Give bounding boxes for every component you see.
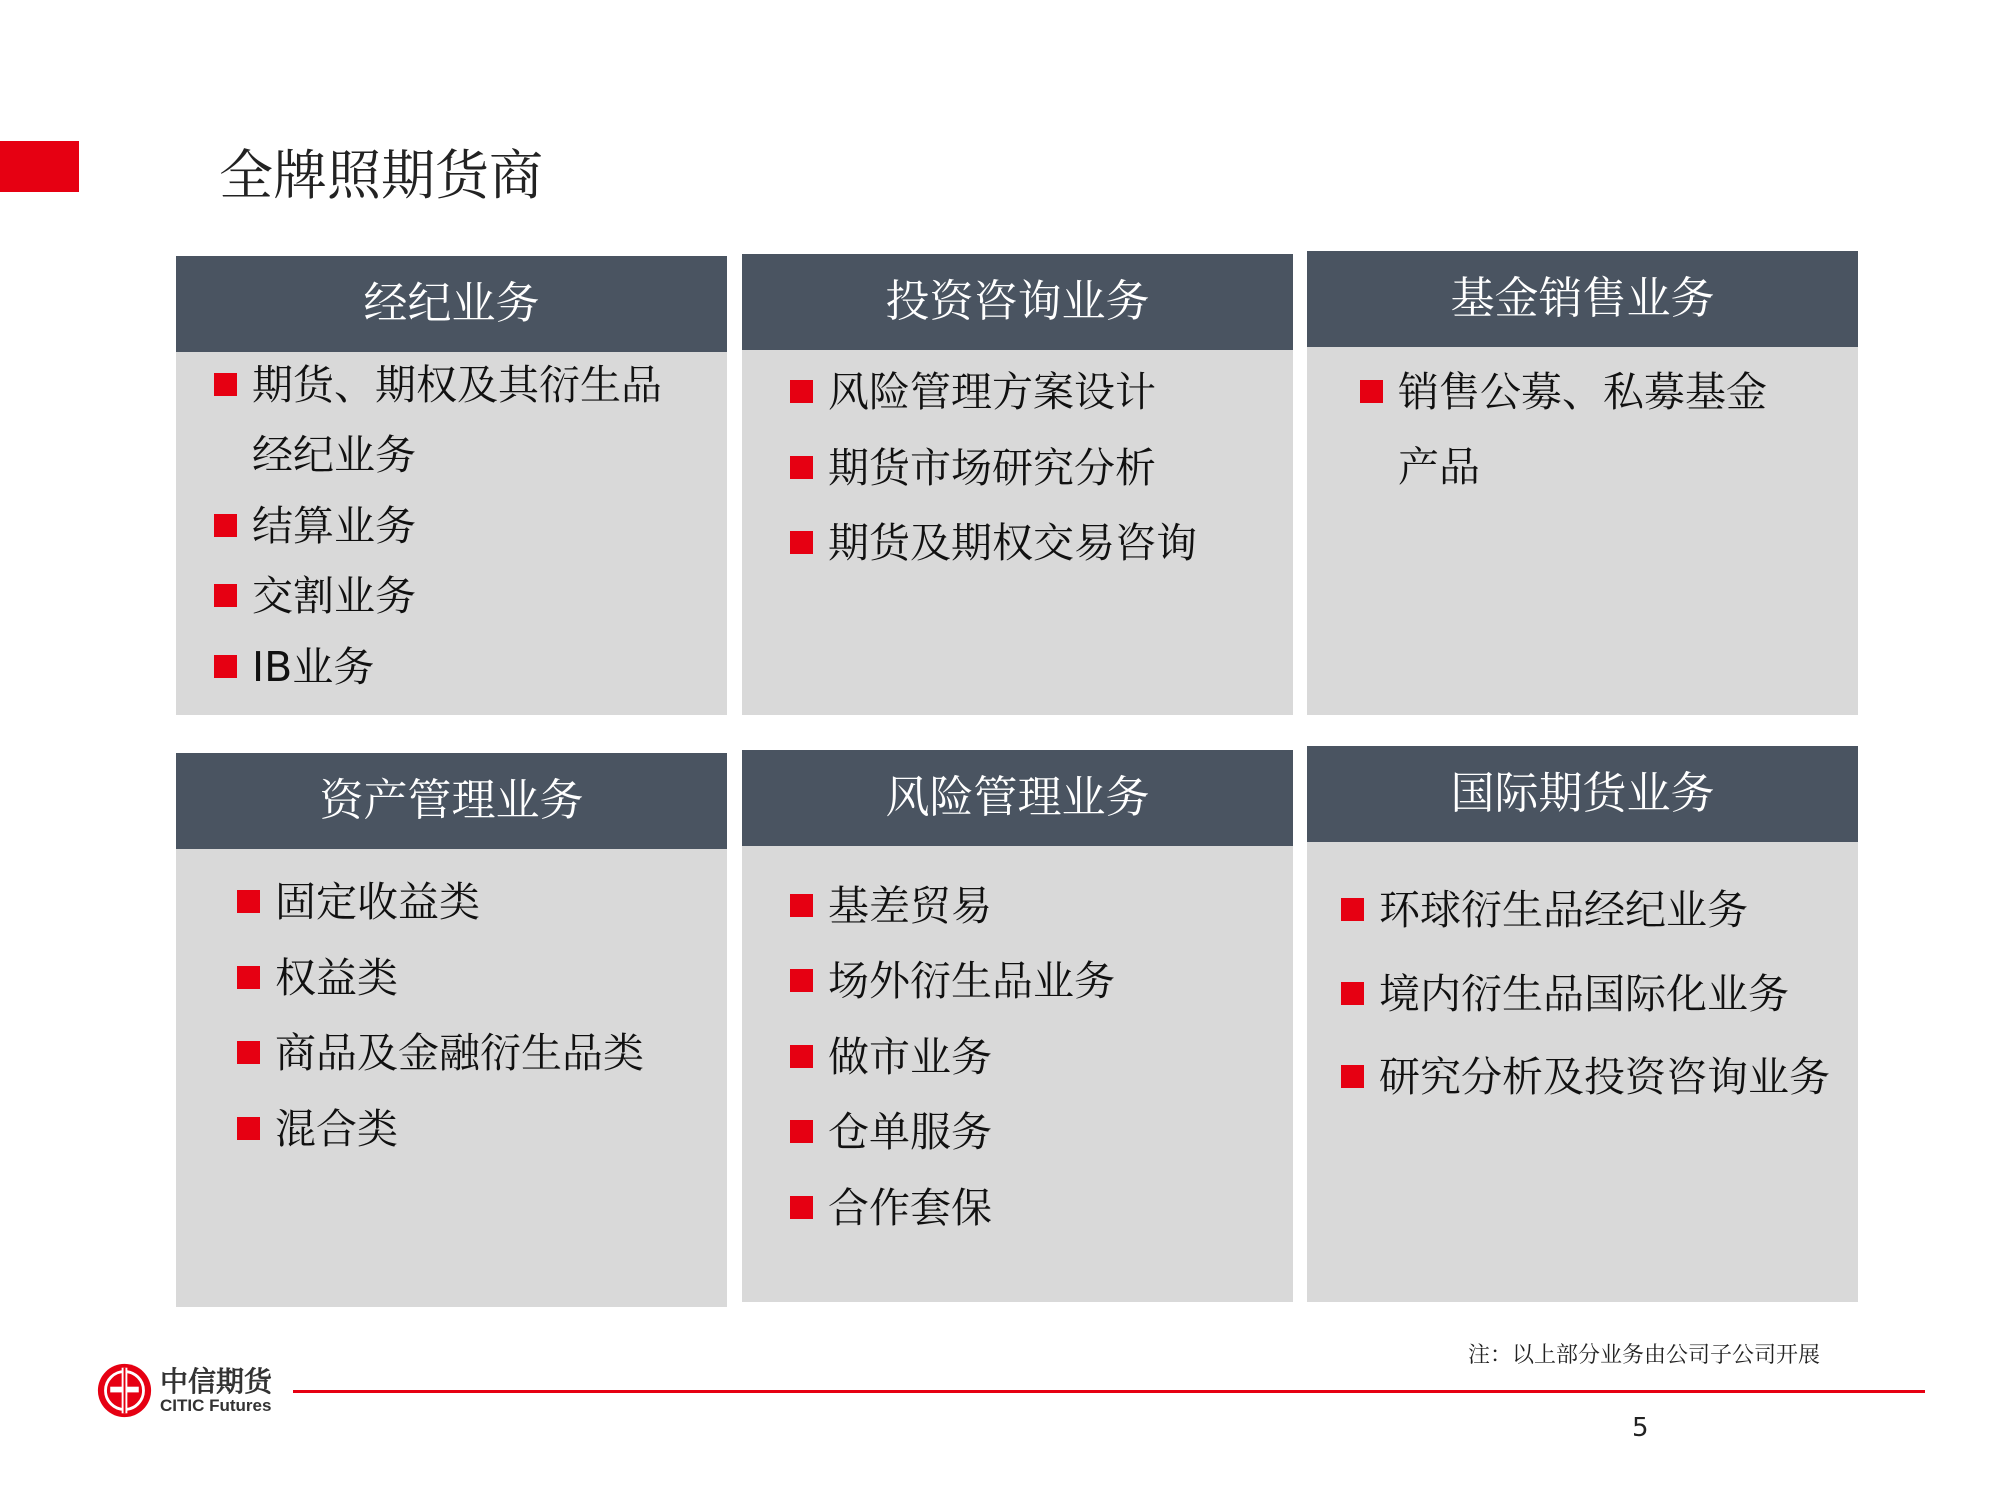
card-header: 经纪业务 xyxy=(176,256,727,352)
card-risk-management xyxy=(742,750,1293,1302)
list-item: 境内衍生品国际化业务 xyxy=(1379,969,1789,1019)
list-item: 环球衍生品经纪业务 xyxy=(1379,885,1748,935)
bullet-square-icon xyxy=(1341,1065,1364,1088)
list-item: 合作套保 xyxy=(828,1183,992,1233)
list-item: 商品及金融衍生品类 xyxy=(275,1028,644,1078)
bullet-square-icon xyxy=(790,1196,813,1219)
bullet-square-icon xyxy=(790,380,813,403)
list-item: 期货市场研究分析 xyxy=(828,443,1156,493)
bullet-square-icon xyxy=(214,655,237,678)
card-header: 投资咨询业务 xyxy=(742,254,1293,350)
list-item: 风险管理方案设计 xyxy=(828,367,1156,417)
bullet-square-icon xyxy=(790,1120,813,1143)
bullet-square-icon xyxy=(237,966,260,989)
list-item: 期货、期权及其衍生品 xyxy=(252,360,662,410)
list-item: IB业务 xyxy=(252,642,374,692)
list-item: 交割业务 xyxy=(252,571,416,621)
list-item: 期货及期权交易咨询 xyxy=(828,518,1197,568)
card-international-futures xyxy=(1307,746,1858,1302)
citic-logo-icon xyxy=(96,1362,153,1419)
list-item: 权益类 xyxy=(275,953,398,1003)
bullet-square-icon xyxy=(1341,898,1364,921)
list-item-continuation: 经纪业务 xyxy=(252,431,416,479)
card-investment-advisory xyxy=(742,254,1293,715)
slide-title: 全牌照期货商 xyxy=(219,144,543,207)
list-item: 销售公募、私募基金 xyxy=(1398,367,1767,417)
list-item: 结算业务 xyxy=(252,501,416,551)
bullet-square-icon xyxy=(790,894,813,917)
bullet-square-icon xyxy=(214,584,237,607)
list-item: 研究分析及投资咨询业务 xyxy=(1379,1052,1830,1102)
list-item: 固定收益类 xyxy=(275,877,480,927)
logo-english-name: CITIC Futures xyxy=(160,1395,272,1415)
title-accent-bar xyxy=(0,141,79,192)
list-item: 场外衍生品业务 xyxy=(828,956,1115,1006)
logo-chinese-name: 中信期货 xyxy=(160,1364,273,1398)
footnote: 注：以上部分业务由公司子公司开展 xyxy=(1468,1343,1821,1368)
bullet-square-icon xyxy=(1341,982,1364,1005)
bullet-square-icon xyxy=(790,531,813,554)
logo-text xyxy=(160,1364,273,1415)
bullet-square-icon xyxy=(214,514,237,537)
list-item-continuation: 产品 xyxy=(1398,443,1480,491)
company-logo xyxy=(96,1362,272,1419)
card-brokerage xyxy=(176,256,727,715)
bullet-square-icon xyxy=(237,1041,260,1064)
card-header: 国际期货业务 xyxy=(1307,746,1858,842)
list-item: 仓单服务 xyxy=(828,1107,992,1157)
bullet-square-icon xyxy=(237,1117,260,1140)
card-header: 风险管理业务 xyxy=(742,750,1293,846)
footer-divider xyxy=(293,1390,1925,1393)
bullet-square-icon xyxy=(214,373,237,396)
card-header: 基金销售业务 xyxy=(1307,251,1858,347)
card-asset-management xyxy=(176,753,727,1307)
bullet-square-icon xyxy=(237,890,260,913)
bullet-square-icon xyxy=(790,456,813,479)
bullet-square-icon xyxy=(1360,380,1383,403)
list-item: 混合类 xyxy=(275,1104,398,1154)
list-item: 基差贸易 xyxy=(828,881,992,931)
bullet-square-icon xyxy=(790,969,813,992)
list-item: 做市业务 xyxy=(828,1032,992,1082)
bullet-square-icon xyxy=(790,1045,813,1068)
card-fund-sales xyxy=(1307,251,1858,715)
card-header: 资产管理业务 xyxy=(176,753,727,849)
page-number: 5 xyxy=(1632,1413,1649,1443)
